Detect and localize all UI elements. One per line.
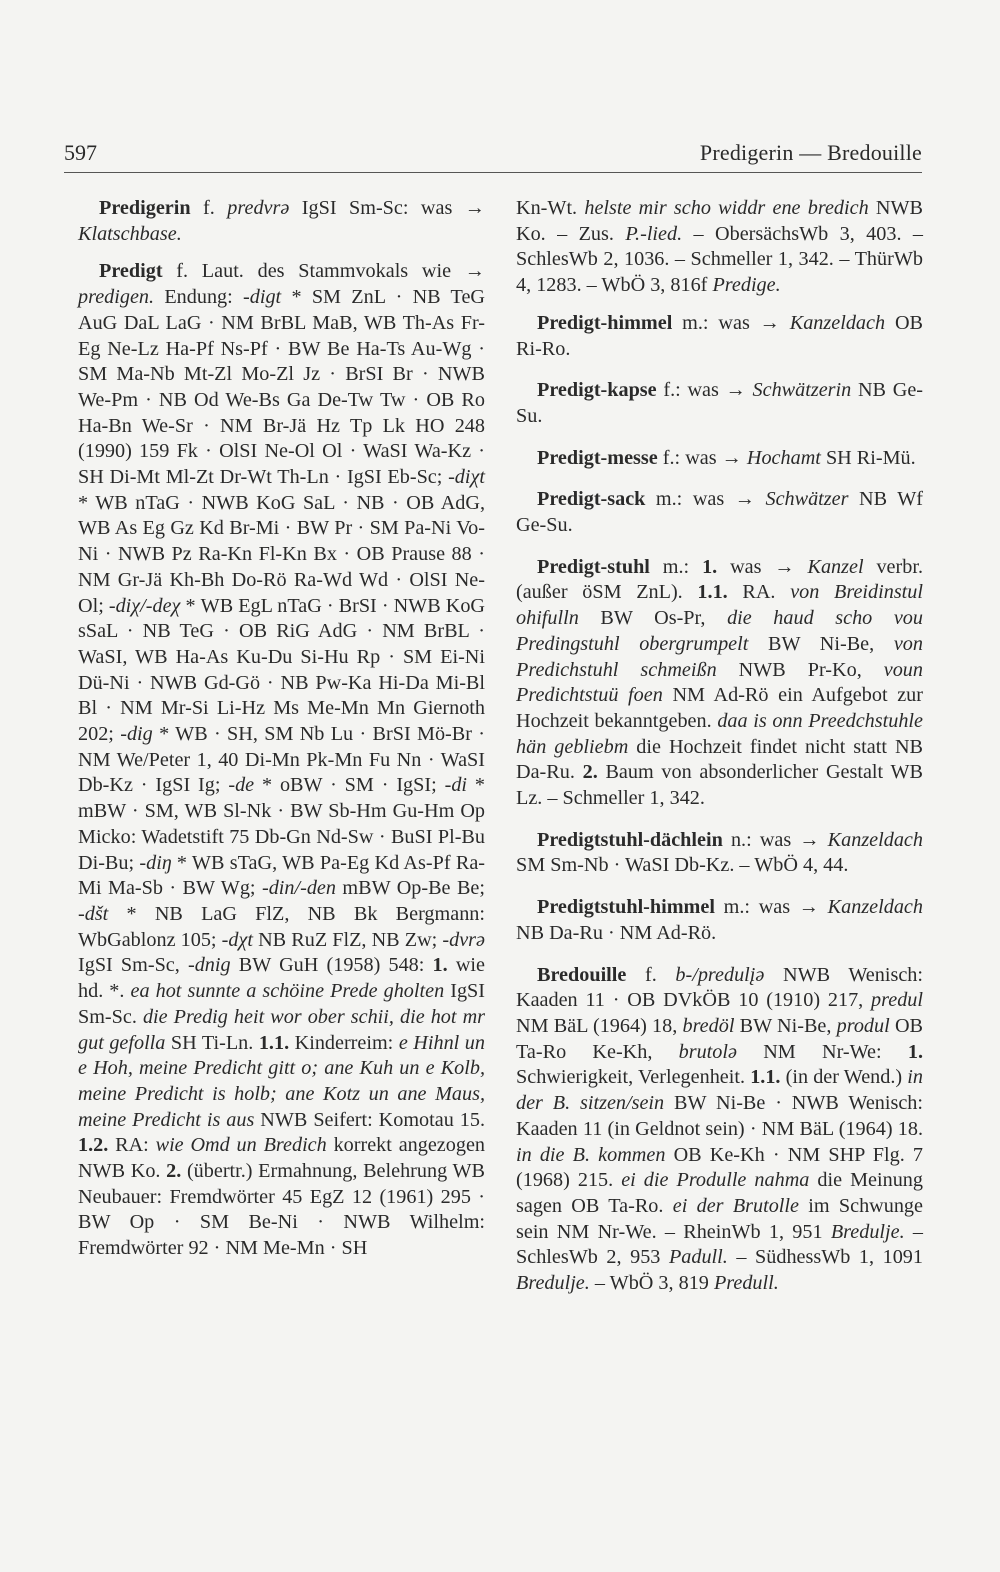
entry-text: NB Wf Ge-Su. — [516, 488, 923, 537]
entry-text: die Meinung sagen OB Ta-Ro. — [516, 1169, 923, 1217]
italic-text: helste mir scho widdr ene bredich — [584, 197, 869, 219]
dictionary-entry — [516, 487, 923, 538]
entry-text: * SM ZnL · NB TeG AuG DaL LaG · NM BrBL MaB, WB Th-As Fr-Eg Ne-Lz Ha-Pf Ns-Pf · BW Be Ha-Ts Au-Wg · SM Ma-Nb Mt-Zl Mo-Zl Jz · BrSI Br · NWB We-Pm · NB Od We-Bs Ga De-Tw Tw · OB Ro Ha-Bn We-Sr · NM Br-Jä Hz Tp Lk HO 248 (1990) 159 Fk · OlSI Ne-Ol Ol · WaSI Wa-Kz · SH Di-Mt Ml-Zt Dr-Wt Th-Ln · IgSI Eb-Sc; — [78, 286, 485, 489]
entry-text: * oBW · SM · IgSI; — [254, 774, 445, 797]
entry-text: NB RuZ FlZ, NB Zw; — [252, 928, 443, 951]
entry-text: SH Ri-Mü. — [820, 446, 916, 469]
italic-text: -dig — [120, 723, 153, 746]
entry-lemma: Predigtstuhl-himmel — [537, 896, 715, 919]
entry-text: (in der Wend.) — [780, 1066, 908, 1089]
dictionary-entry — [516, 963, 923, 1297]
entry-text: Baum von absonderlicher Gestalt WB Lz. – Schmeller 1, 342. — [516, 761, 923, 810]
dictionary-entry — [516, 311, 923, 362]
italic-text: produl — [836, 1014, 890, 1037]
entry-text: NWB Pr-Ko, — [716, 658, 884, 681]
entry-text: 1. — [702, 555, 718, 578]
italic-text: -dχt — [221, 928, 253, 951]
entry-text: * NB LaG FlZ, NB Bk Bergmann: WbGablonz 105; — [78, 902, 485, 951]
dictionary-entry — [516, 378, 923, 429]
entry-text: NWB Wenisch: Kaaden 11 · OB DVkÖB 10 (1910) 217, — [516, 963, 923, 1012]
entry-lemma: Predigt-messe — [537, 446, 658, 469]
entry-text: OB Ri-Ro. — [516, 311, 923, 360]
italic-text: -digt — [243, 286, 282, 309]
italic-text: Kanzeldach — [789, 311, 886, 334]
entry-text: m.: was → — [645, 488, 766, 511]
dictionary-entry — [516, 828, 923, 879]
italic-text: Kanzel — [807, 555, 864, 578]
entry-text: BW GuH (1958) 548: — [230, 954, 433, 977]
italic-text: daa is onn Preedchstuhle hän gebliebm — [516, 709, 923, 758]
italic-text: Kanzeldach — [827, 828, 923, 851]
italic-text: brutolə — [678, 1040, 737, 1063]
italic-text: ei der Brutolle — [672, 1194, 799, 1217]
entry-text: Endung: — [154, 286, 244, 309]
entry-text: NM BäL (1964) 18, — [516, 1014, 683, 1037]
italic-text: Bredulje. — [830, 1220, 905, 1243]
entry-text: NM Nr-We: — [736, 1040, 908, 1063]
italic-text: Padull. — [668, 1246, 728, 1269]
dictionary-entry — [516, 446, 923, 472]
italic-text: P.-lied. — [625, 222, 683, 245]
italic-text: Bredulje. — [516, 1272, 590, 1295]
entry-text: mBW Op-Be Be; — [335, 877, 485, 900]
entry-text: m.: — [649, 555, 703, 578]
entry-text: 1.1. — [697, 581, 728, 604]
italic-text: Schwätzer — [765, 488, 849, 511]
italic-text: von Predichstuhl schmeißn — [516, 632, 923, 681]
italic-text: bredöl — [682, 1014, 735, 1037]
italic-text: wie Omd un Bredich — [155, 1134, 327, 1157]
entry-text: f. Laut. des Stammvokals wie → — [162, 260, 485, 283]
italic-text: Kanzeldach — [827, 896, 923, 919]
italic-text: Klatschbase. — [78, 222, 182, 245]
italic-text: predvrə — [227, 197, 290, 219]
entry-lemma: Bredouille — [537, 963, 627, 986]
entry-lemma: Predigt — [99, 260, 163, 283]
entry-lemma: Predigtstuhl-dächlein — [537, 828, 723, 851]
italic-text: e Hihnl un e Hoh, meine Predicht gitt o; ane Kuh un e Kolb, meine Predicht is holb; ane Kotz un ane Maus, meine Predicht is aus — [78, 1031, 485, 1131]
entry-text: NWB Ko. – Zus. — [516, 197, 923, 245]
entry-text: m.: was → — [672, 311, 790, 334]
italic-text: voun Predichtstuü foen — [516, 658, 923, 707]
entry-lemma: Predigt-himmel — [537, 311, 673, 334]
italic-text: b-/predulįə — [675, 963, 765, 986]
entry-text: * WB sTaG, WB Pa-Eg Kd As-Pf Ra-Mi Ma-Sb · BW Wg; — [78, 851, 486, 900]
entry-lemma: Predigt-stuhl — [537, 555, 650, 578]
entry-text: OB Ke-Kh · NM SHP Flg. 7 (1968) 215. — [516, 1143, 923, 1192]
entry-text: 1. — [907, 1040, 923, 1063]
entry-text: 2. — [582, 761, 598, 784]
italic-text: Schwätzerin — [752, 379, 852, 402]
entry-text: * mBW · SM, WB Sl-Nk · BW Sb-Hm Gu-Hm Op Micko: Wadetstift 75 Db-Gn Nd-Sw · BuSI Pl-Bu Di-Bu; — [78, 774, 485, 874]
dictionary-entry — [78, 196, 485, 247]
entry-text: 2. — [166, 1160, 182, 1183]
entry-text: korrekt angezogen NWB Ko. — [78, 1134, 485, 1183]
page-header — [64, 138, 922, 173]
entry-text: BW Ni-Be · NWB Wenisch: Kaaden 11 (in Geldnot sein) · NM BäL (1964) 18. — [516, 1092, 923, 1140]
italic-text: Predull. — [713, 1272, 779, 1295]
entry-text: BW Ni-Be, — [734, 1014, 837, 1037]
entry-text: RA. — [727, 581, 791, 604]
italic-text: -diŋ — [139, 851, 172, 874]
entry-text: NM Ad-Rö ein Aufgebot zur Hochzeit bekanntgeben. — [516, 684, 923, 732]
italic-text: -dšt — [78, 902, 109, 925]
entry-continuation — [516, 196, 923, 299]
italic-text: -di — [444, 774, 468, 797]
entry-text: 1.1. — [258, 1031, 290, 1054]
entry-text: m.: was → — [714, 896, 828, 919]
entry-text: – SchlesWb 2, 953 — [516, 1220, 923, 1269]
page-number: 597 — [64, 140, 97, 165]
italic-text: in der B. sitzen/sein — [516, 1066, 923, 1115]
entry-text: – WbÖ 3, 819 — [589, 1272, 714, 1295]
entry-lemma: Predigt-sack — [537, 488, 646, 511]
entry-lemma: Predigerin — [99, 197, 191, 219]
italic-text: -diχ/-deχ — [108, 594, 181, 617]
entry-text: NB Ge-Su. — [516, 379, 923, 427]
entry-text: (übertr.) Ermahnung, Belehrung WB Neubauer: Fremdwörter 45 EgZ 12 (1961) 295 · BW Op · SM Be-Ni · NWB Wilhelm: Fremdwörter 92 · NM Me-Mn · SH — [78, 1160, 485, 1260]
entry-text: IgSI Sm-Sc: was → — [289, 197, 485, 219]
entry-text: verbr. (außer öSM ZnL). — [516, 555, 923, 604]
italic-text: -dvrə — [442, 928, 485, 951]
entry-text: die Hochzeit findet nicht statt NB Da-Ru. — [516, 735, 924, 784]
italic-text: ei die Produlle nahma — [621, 1169, 810, 1192]
entry-lemma: Predigt-kapse — [537, 379, 657, 402]
entry-text: Schwierigkeit, Verlegenheit. — [516, 1066, 751, 1089]
entry-text: 1. — [432, 954, 448, 977]
entry-text: * WB EgL nTaG · BrSI · NWB KoG sSaL · NB TeG · OB RiG AdG · NM BrBL · WaSI, WB Ha-As Ku-Du Si-Hu Rp · SM Ei-Ni Dü-Ni · NWB Gd-Gö · NB Pw-Ka Hi-Da Mi-Bl Bl · NM Mr-Si Li-Hz Ms Me-Mn Mn Giernoth 202; — [78, 594, 486, 746]
dictionary-entry — [516, 895, 923, 946]
entry-text: im Schwunge sein NM Nr-We. – RheinWb 1, 951 — [516, 1194, 923, 1243]
entry-text: Kinderreim: — [289, 1031, 399, 1054]
entry-text: BW Os-Pr, — [578, 607, 728, 630]
italic-text: Hochamt — [746, 446, 821, 469]
italic-text: in die B. kommen — [516, 1143, 666, 1166]
entry-text: – ObersächsWb 3, 403. – SchlesWb 2, 1036. – Schmeller 1, 342. – ThürWb 4, 1283. – WbÖ 3, 816f — [516, 222, 923, 297]
entry-text: wie hd. *. — [78, 954, 485, 1003]
italic-text: Predige. — [712, 274, 781, 297]
entry-text: f.: was → — [656, 379, 753, 402]
entry-text: n.: was → — [722, 828, 828, 851]
entry-text: SH Ti-Ln. — [165, 1031, 259, 1054]
entry-text: f. — [190, 197, 228, 219]
entry-text: IgSI Sm-Sc. — [78, 980, 485, 1028]
italic-text: von Breidinstul ohifulln — [516, 581, 923, 630]
left-column — [78, 196, 485, 1278]
entry-text: * WB nTaG · NWB KoG SaL · NB · OB AdG, WB As Eg Gz Kd Br-Mi · BW Pr · SM Pa-Ni Vo-Ni · NWB Pz Ra-Kn Fl-Kn Bx · OB Prause 88 · NM Gr-Jä Kh-Bh Do-Rö Ra-Wd Wd · OlSI Ne-Ol; — [78, 491, 485, 617]
italic-text: -dnig — [187, 954, 231, 977]
dictionary-entry — [78, 259, 485, 1261]
entry-text: f. — [626, 963, 676, 986]
entry-text: – SüdhessWb 1, 1091 — [727, 1246, 923, 1269]
entry-text: NB Da-Ru · NM Ad-Rö. — [516, 921, 717, 944]
italic-text: die Predig heit wor ober schii, die hot mr gut gefolla — [78, 1005, 485, 1054]
italic-text: predigen. — [78, 286, 155, 309]
entry-text: IgSI Sm-Sc, — [78, 954, 188, 977]
right-column — [516, 196, 923, 1313]
italic-text: -din/-den — [261, 877, 336, 900]
entry-text: * WB · SH, SM Nb Lu · BrSI Mö-Br · NM We/Peter 1, 40 Di-Mn Pk-Mn Fu Nn · WaSI Db-Kz · IgSI Ig; — [78, 723, 485, 797]
entry-text: f.: was → — [657, 446, 747, 469]
italic-text: predul — [871, 989, 923, 1012]
entry-text: NWB Seifert: Komotau 15. — [254, 1108, 485, 1131]
entry-text: Kn-Wt. — [516, 197, 585, 219]
entry-text: 1.1. — [750, 1066, 781, 1089]
entry-text: SM Sm-Nb · WaSI Db-Kz. – WbÖ 4, 44. — [516, 854, 849, 877]
italic-text: die haud scho vou Predingstuhl obergrumpelt — [516, 607, 923, 655]
italic-text: -de — [228, 774, 255, 797]
entry-text: was → — [717, 555, 808, 578]
running-head: Predigerin — Bredouille — [699, 140, 922, 165]
entry-text: 1.2. — [78, 1134, 109, 1157]
italic-text: ea hot sunnte a schöine Prede gholten — [130, 980, 445, 1003]
entry-text: RA: — [108, 1134, 156, 1157]
entry-text: OB Ta-Ro Ke-Kh, — [516, 1014, 923, 1063]
italic-text: -diχt — [448, 466, 485, 489]
dictionary-entry — [516, 555, 923, 812]
entry-text: BW Ni-Be, — [748, 632, 894, 655]
